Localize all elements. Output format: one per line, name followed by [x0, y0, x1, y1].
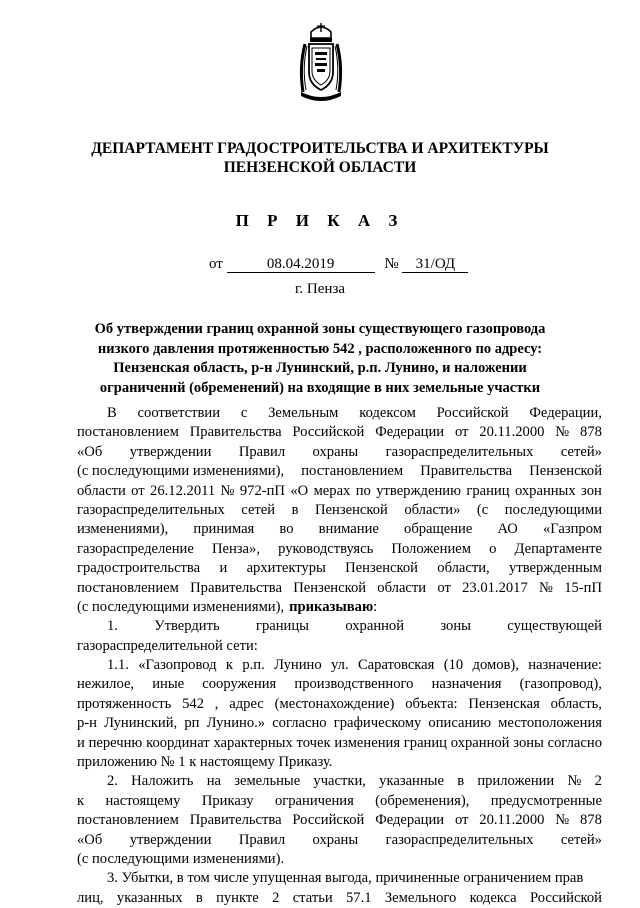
body-word: лиц, — [77, 889, 104, 906]
body-word: области, — [437, 560, 490, 577]
body-word: «Газпром — [542, 521, 602, 538]
body-word: от — [131, 482, 145, 499]
body-word: внимание — [318, 521, 379, 538]
body-word: Федерации, — [529, 405, 602, 421]
body-word: местоположения — [498, 715, 602, 732]
body-word: (с последующими изменениями), — [77, 463, 285, 480]
body-word: постановлением — [77, 579, 179, 596]
body-word: зоны — [440, 618, 471, 635]
body-line — [77, 617, 602, 636]
department-name-line2: ПЕНЗЕНСКОЙ ОБЛАСТИ — [223, 159, 417, 176]
body-word: газораспределение — [77, 540, 194, 557]
body-word: изменениями), — [77, 521, 169, 538]
body-word: утверждении — [129, 831, 212, 848]
body-line — [77, 540, 602, 559]
order-number: 31/ОД — [402, 256, 468, 273]
body-word: приложении — [477, 773, 555, 790]
body-word: мерах — [313, 482, 351, 499]
body-word: Правительства — [420, 463, 513, 480]
body-word: от — [437, 579, 451, 596]
body-word: Пензенская — [468, 695, 540, 712]
body-word: Пенза», — [211, 540, 260, 557]
body-word: (газопровод), — [519, 676, 602, 693]
body-line — [77, 423, 602, 442]
body-word: область, — [550, 695, 602, 712]
body-line — [77, 637, 602, 656]
body-line — [77, 792, 602, 811]
body-line — [77, 559, 602, 578]
body-word: 26.12.2011 — [150, 482, 216, 499]
body-word: границ — [466, 482, 510, 499]
body-word: зоны — [513, 734, 544, 751]
body-word: последующими — [504, 501, 602, 518]
body-word: соответствии — [137, 405, 221, 421]
body-word: утвержденным — [509, 560, 602, 577]
body-word: согласно — [547, 734, 602, 751]
body-word: Федерации — [375, 812, 445, 829]
body-word: адрес — [229, 695, 264, 712]
body-word: участки, — [313, 773, 366, 790]
body-word: охраны — [312, 443, 359, 460]
body-word: согласно — [272, 715, 327, 732]
body-line — [77, 404, 602, 423]
body-word: утверждении — [129, 443, 212, 460]
body-word: утверждению — [376, 482, 461, 499]
body-word: «Об — [77, 443, 103, 460]
coat-of-arms-icon — [295, 22, 347, 104]
body-word: зон — [581, 482, 602, 499]
body-word: нежилое, — [77, 676, 135, 693]
order-date: 08.04.2019 — [227, 256, 375, 273]
body-word: приложению № 1 к настоящему Приказу. — [77, 754, 333, 771]
body-word: охраны — [312, 831, 359, 848]
body-word: охранной — [450, 734, 510, 751]
body-word: газораспределительных — [77, 501, 225, 518]
body-word: указанных — [116, 889, 183, 906]
body-word: Положением — [391, 540, 471, 557]
body-word: границы — [255, 618, 309, 635]
body-word: р-н — [77, 715, 97, 732]
department-name-line1: ДЕПАРТАМЕНТ ГРАДОСТРОИТЕЛЬСТВА И АРХИТЕКТУРЫ — [91, 140, 549, 157]
body-word: Лунино.» — [206, 715, 266, 732]
body-word: Правил — [238, 831, 286, 848]
body-word: градостроительства — [77, 560, 201, 577]
body-word: 2 — [594, 773, 602, 790]
body-word: Наложить — [131, 773, 194, 790]
date-number-line — [209, 256, 468, 273]
body-word: 57.1 — [346, 889, 372, 906]
body-word: от — [454, 812, 469, 829]
body-word: области — [77, 482, 126, 499]
body-word: описанию — [428, 715, 491, 732]
body-line — [77, 520, 602, 539]
body-word: назначения — [431, 676, 502, 693]
body-word: газораспределительной сети: — [77, 637, 258, 654]
body-word: Российской — [436, 405, 509, 421]
body-word: объекта: — [405, 695, 458, 712]
body-word: кодекса — [469, 889, 517, 906]
body-word: точек — [296, 734, 331, 751]
body-word: постановлением — [77, 812, 179, 829]
body-word: Лунино — [274, 657, 322, 674]
body-line — [77, 753, 602, 772]
body-line — [77, 675, 602, 694]
body-word: Лунинский, — [104, 715, 178, 732]
body-word: характерных — [213, 734, 293, 751]
order-body-text — [77, 404, 602, 908]
body-word: Земельного — [384, 889, 457, 906]
body-word: домов), — [472, 657, 519, 674]
body-word: 15-пП — [564, 579, 602, 596]
body-word: газораспределительных — [385, 443, 534, 460]
body-word: 878 — [580, 424, 602, 441]
body-line — [77, 714, 602, 733]
body-line — [77, 869, 602, 888]
body-word: 542 — [182, 695, 204, 712]
body-word: Российской — [292, 424, 365, 441]
document-type-heading: П Р И К А З — [235, 211, 405, 230]
title-line: Пензенская область, р-н Лунинский, р.п. Лунино, и наложении — [113, 360, 527, 376]
body-word: границ — [403, 734, 447, 751]
body-line — [77, 772, 602, 791]
body-line — [77, 482, 602, 501]
body-word: принимая — [193, 521, 255, 538]
body-word: 972-пП — [239, 482, 285, 499]
body-word: охранной — [345, 618, 405, 635]
body-word: № — [555, 424, 570, 441]
body-word: Земельным — [268, 405, 339, 421]
body-word: кодексом — [359, 405, 416, 421]
body-word: существующей — [507, 618, 602, 635]
title-line: ограничений (обременений) на входящие в них земельные участки — [99, 379, 541, 396]
body-word: 1. — [107, 618, 118, 635]
body-word: во — [279, 521, 294, 538]
city-label: г. Пенза — [294, 281, 346, 297]
body-word: (с — [476, 501, 489, 518]
body-word: Департаменте — [514, 540, 602, 557]
body-word: 3. Убытки, в том числе упущенная выгода, причиненные ограничением прав — [107, 870, 584, 887]
body-word: сетей — [241, 501, 276, 518]
body-word: 23.01.2017 — [462, 579, 528, 596]
body-word: р.п. — [242, 657, 265, 674]
body-word: (с последующими изменениями), — [77, 598, 285, 615]
body-word: 20.11.2000 — [479, 812, 545, 829]
body-word: в — [291, 501, 299, 518]
body-word: № — [555, 812, 570, 829]
body-word: Пензенской — [529, 463, 602, 480]
body-word: «Об — [77, 831, 103, 848]
body-word: АО — [497, 521, 518, 538]
body-word: обращение — [404, 521, 473, 538]
body-word: № — [539, 579, 553, 596]
body-line — [77, 695, 602, 714]
body-word: Правительства — [190, 579, 282, 596]
body-word: сооружения — [202, 676, 277, 693]
body-word: предусмотренные — [490, 792, 602, 809]
body-word: охранных — [514, 482, 576, 499]
body-word: Правительства — [189, 424, 282, 441]
body-word: области — [377, 579, 427, 596]
order-title — [80, 320, 560, 398]
title-line: Об утверждении границ охранной зоны существующего газопровода — [94, 321, 546, 337]
body-line — [77, 889, 602, 908]
body-word: координат — [146, 734, 210, 751]
body-word: сетей» — [560, 443, 602, 460]
body-word: Правил — [238, 443, 286, 460]
title-line: низкого давления протяженностью 542 , расположенного по адресу: — [97, 340, 543, 357]
body-word: производственного — [294, 676, 414, 693]
body-word: иные — [152, 676, 185, 693]
body-word: руководствуясь — [278, 540, 374, 557]
body-word: Российской — [292, 812, 365, 829]
body-word: «Газопровод — [138, 657, 217, 674]
body-word: 1.1. — [107, 657, 129, 674]
body-word: газораспределительных — [385, 831, 534, 848]
body-word: постановлением — [77, 424, 179, 441]
body-word: в — [195, 889, 203, 906]
body-word: (обременения), — [375, 792, 470, 809]
body-word: перечню — [88, 734, 143, 751]
body-word: статьи — [292, 889, 333, 906]
body-word: Пензенской — [345, 560, 418, 577]
body-line — [77, 656, 602, 675]
body-word: Пензенской — [315, 501, 388, 518]
body-word: указанные — [379, 773, 444, 790]
body-word: рп — [184, 715, 200, 732]
body-word: 20.11.2000 — [479, 424, 545, 441]
date-prefix: от — [209, 256, 223, 272]
body-word: к — [77, 792, 85, 809]
order-verb-colon: : — [373, 598, 378, 615]
body-word: к — [225, 657, 233, 674]
body-word: постановлением — [301, 463, 404, 480]
body-word: № — [567, 773, 582, 790]
body-word: пункте — [216, 889, 259, 906]
body-word: , — [214, 695, 219, 712]
body-word: по — [355, 482, 371, 499]
body-word: и — [77, 734, 85, 751]
body-word: сетей» — [560, 831, 602, 848]
body-line — [77, 462, 602, 481]
body-line — [77, 501, 602, 520]
body-word: Правительства — [189, 812, 282, 829]
body-word: Российской — [530, 889, 602, 906]
body-line — [77, 579, 602, 598]
body-word: Пензенской — [293, 579, 367, 596]
order-verb: приказываю — [289, 598, 374, 615]
body-word: Саратовская — [357, 657, 435, 674]
body-word: Утвердить — [154, 618, 220, 635]
body-word: «О — [290, 482, 309, 499]
body-word: В — [107, 405, 117, 421]
body-word: ул. — [331, 657, 349, 674]
body-word: протяженность — [77, 695, 172, 712]
body-line — [77, 443, 602, 462]
body-word: в — [457, 773, 465, 790]
body-word: на — [206, 773, 221, 790]
body-word: Приказу — [201, 792, 254, 809]
body-word: Федерации — [375, 424, 445, 441]
body-word: области» — [404, 501, 461, 518]
body-word: (местонахождение) — [274, 695, 395, 712]
body-word: (10 — [443, 657, 464, 674]
body-word: 878 — [580, 812, 602, 829]
number-prefix: № — [384, 256, 399, 272]
body-line — [77, 850, 602, 869]
body-line — [77, 811, 602, 830]
body-word: от — [454, 424, 469, 441]
body-word: 2 — [272, 889, 280, 906]
body-word: назначение: — [528, 657, 602, 674]
body-word: 2. — [107, 773, 118, 790]
body-word: ограничения — [274, 792, 354, 809]
body-word: с — [240, 405, 248, 421]
body-line — [77, 598, 602, 617]
body-line — [77, 734, 602, 753]
body-word: архитектуры — [246, 560, 326, 577]
body-word: настоящему — [105, 792, 181, 809]
body-word: (с последующими изменениями). — [77, 850, 285, 867]
body-word: графическому — [333, 715, 422, 732]
body-word: земельные — [234, 773, 301, 790]
body-word: изменения — [334, 734, 401, 751]
body-word: № — [220, 482, 235, 499]
body-word: и — [219, 560, 228, 577]
body-line — [77, 831, 602, 850]
body-word: о — [489, 540, 497, 557]
